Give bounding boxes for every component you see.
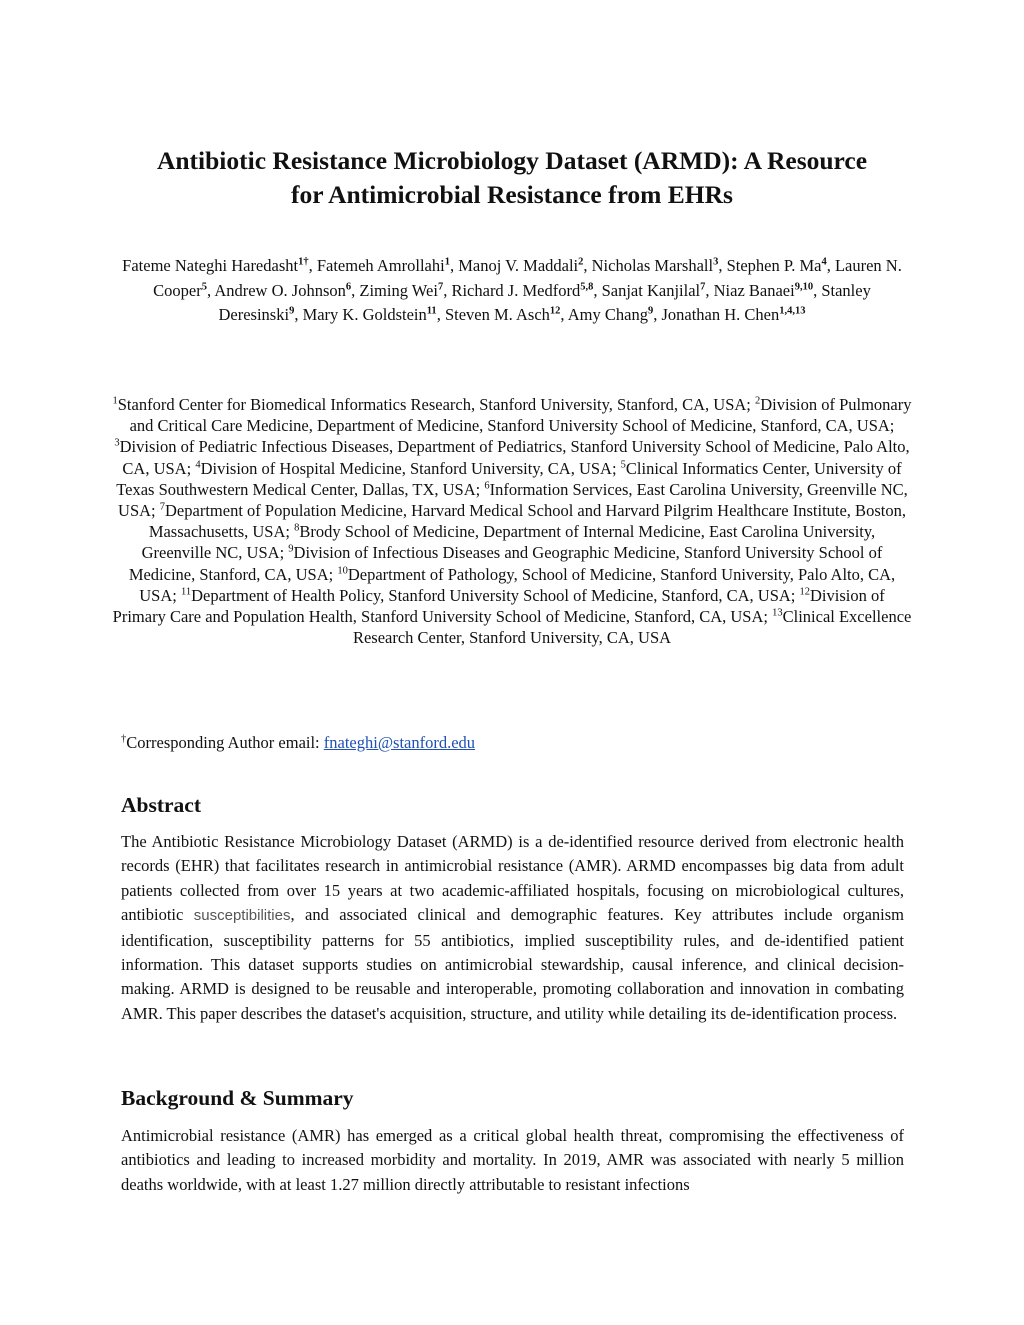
author-name: Lauren N. Cooper <box>153 256 902 300</box>
background-text: Antimicrobial resistance (AMR) has emerged as a critical global health threat, compromising the effectiveness of antibiotics and leading to increased morbidity and mortality. In 2019, AMR was associated with nearly 5 million deaths worldwide, with at least 1.27 million directly attributable to resistant infections <box>121 1126 904 1194</box>
author-affiliation-sup: 9,10 <box>794 281 814 292</box>
corresponding-author <box>121 731 911 755</box>
abstract-text-part-1: The Antibiotic Resistance Microbiology Dataset (ARMD) is a de-identified resource derived from electronic health records (EHR) that facilitates research in antimicrobial resistance (AMR). ARMD encompasses big data from adult patients collected from over 15 years at two academic-affiliated hospitals, focusing on microbiological cultures, antibiotic <box>121 832 904 925</box>
author-list: Fateme Nateghi Haredasht$^{1\dagger}$, Fatemeh Amrollahi$^1$, Manoj V. Maddali$^2$, Nicholas Marshall$^3$, Stephen P. Ma$^4$, Lauren N. Cooper$^5$, Andrew O. Johnson$^6$, Ziming Wei$^7$, Richard J. Medford$^{5,8}$, Sanjat Kanjilal$^7$, Niaz Banaei$^{9,10}$, Stanley Deresinski$^9$, Mary K. Goldstein$^{11}$, Steven M. Asch$^{12}$, Amy Chang$^9$, Jonathan H. Chen$^{1,4,13}$ <box>122 256 902 324</box>
affiliation-number: 5 <box>620 459 626 471</box>
affiliation-text: Department of Health Policy, Stanford University School of Medicine, Stanford, CA, USA; <box>191 585 800 605</box>
author-affiliation-sup: 5 <box>201 281 207 292</box>
background-heading: Background & Summary <box>121 1086 354 1110</box>
author-affiliation-sup: 2 <box>578 256 584 268</box>
author-name: Nicholas Marshall <box>591 256 714 275</box>
author-affiliation-sup: 3 <box>713 256 719 268</box>
affiliation-number: 8 <box>294 522 300 534</box>
dagger-mark: † <box>121 733 127 745</box>
affiliation-text: Division of Infectious Diseases and Geographic Medicine, Stanford University School of Medicine, Stanford, CA, USA; <box>128 543 883 584</box>
affiliation-text: Brody School of Medicine, Department of Internal Medicine, East Carolina University, Greenville NC, USA; <box>141 522 876 563</box>
author-name: Fatemeh Amrollahi <box>316 256 445 275</box>
author-name: Ziming Wei <box>359 280 438 300</box>
affiliation-text: Department of Pathology, School of Medicine, Stanford University, Palo Alto, CA, USA; <box>139 564 896 605</box>
corresponding-label: Corresponding Author email: <box>126 733 324 752</box>
affiliation-text: Division of Pediatric Infectious Diseases, Department of Pediatrics, Stanford University School of Medicine, Palo Alto, CA, USA; <box>119 437 910 478</box>
author-affiliation-sup: 7 <box>437 281 444 292</box>
abstract-text <box>121 830 904 1026</box>
author-affiliation-sup: 1,4,13 <box>779 305 806 317</box>
author-affiliation-sup: 7 <box>700 281 706 292</box>
abstract-highlight: susceptibilities <box>193 907 291 925</box>
author-affiliation-sup: 5,8 <box>580 281 594 292</box>
affiliation-text: Stanford Center for Biomedical Informatics Research, Stanford University, Stanford, CA, USA; <box>117 395 755 414</box>
author-name: Richard J. Medford <box>451 280 581 300</box>
paper-title <box>100 144 924 212</box>
affiliation-text: Clinical Excellence Research Center, Stanford University, CA, USA <box>352 607 912 648</box>
affiliation-number: 3 <box>114 437 120 449</box>
author-name: Jonathan H. Chen <box>661 305 780 324</box>
author-name: Mary K. Goldstein <box>302 305 427 324</box>
affiliation-list <box>112 394 912 648</box>
affiliation-text: Department of Population Medicine, Harvard Medical School and Harvard Pilgrim Healthcare Institute, Boston, Massachusetts, USA; <box>148 501 906 542</box>
author-name: Fateme Nateghi Haredasht <box>122 256 299 275</box>
author-name: Steven M. Asch <box>444 305 550 324</box>
author-affiliation-sup: 1 <box>444 256 450 268</box>
affiliation-number: 4 <box>195 459 201 471</box>
author-name: Manoj V. Maddali <box>458 256 579 275</box>
affiliation-number: 13 <box>772 607 783 619</box>
affiliation-number: 10 <box>337 565 348 577</box>
author-name: Niaz Banaei <box>713 280 795 300</box>
author-affiliation-sup: 9 <box>289 305 295 317</box>
affiliation-text: Division of Hospital Medicine, Stanford University, CA, USA; <box>200 458 621 478</box>
affiliation-number: 6 <box>484 480 490 492</box>
affiliation-text: Division of Primary Care and Population Health, Stanford University School of Medicine, Stanford, CA, USA; <box>112 585 885 627</box>
title-line-2: for Antimicrobial Resistance from EHRs <box>291 180 733 209</box>
affiliation-text: Information Services, East Carolina University, Greenville NC, USA; <box>118 479 908 521</box>
affiliation-text: Clinical Informatics Center, University of Texas Southwestern Medical Center, Dallas, TX, USA; <box>116 458 902 499</box>
author-affiliation-sup: 6 <box>345 281 352 292</box>
affiliation-number: 1 <box>112 395 118 407</box>
author-affiliation-sup: 12 <box>549 305 561 317</box>
author-affiliation-sup: 11 <box>426 305 437 317</box>
author-name: Stephen P. Ma <box>726 256 822 275</box>
affiliation-number: 7 <box>159 501 166 513</box>
author-name: Stanley Deresinski <box>218 280 871 324</box>
author-name: Sanjat Kanjilal <box>601 280 701 300</box>
author-affiliation-sup: 9 <box>647 305 654 317</box>
author-affiliation-sup: 1† <box>298 256 309 268</box>
author-name: Amy Chang <box>567 305 648 324</box>
affiliation-text: Division of Pulmonary and Critical Care Medicine, Department of Medicine, Stanford University School of Medicine, Stanford, CA, USA; <box>129 395 912 436</box>
affiliation-number: 9 <box>288 543 294 555</box>
affiliation-number: 11 <box>180 586 192 598</box>
title-line-1: Antibiotic Resistance Microbiology Dataset (ARMD): A Resource <box>156 146 868 175</box>
abstract-heading: Abstract <box>121 793 202 817</box>
author-name: Andrew O. Johnson <box>214 280 346 300</box>
affiliation-number: 12 <box>799 586 811 598</box>
email-link[interactable]: fnateghi@stanford.edu <box>323 733 476 752</box>
abstract-text-part-2: , and associated clinical and demographic features. Key attributes include organism identification, susceptibility patterns for 55 antibiotics, implied susceptibility rules, and de-identified patient information. This dataset supports studies on antimicrobial stewardship, causal inference, and clinical decision-making. ARMD is designed to be reusable and interoperable, promoting collaboration and innovation in combating AMR. This paper describes the dataset's acquisition, structure, and utility while detailing its de-identification process. <box>121 905 905 1023</box>
author-affiliation-sup: 4 <box>821 256 827 268</box>
affiliation-number: 2 <box>755 395 761 407</box>
